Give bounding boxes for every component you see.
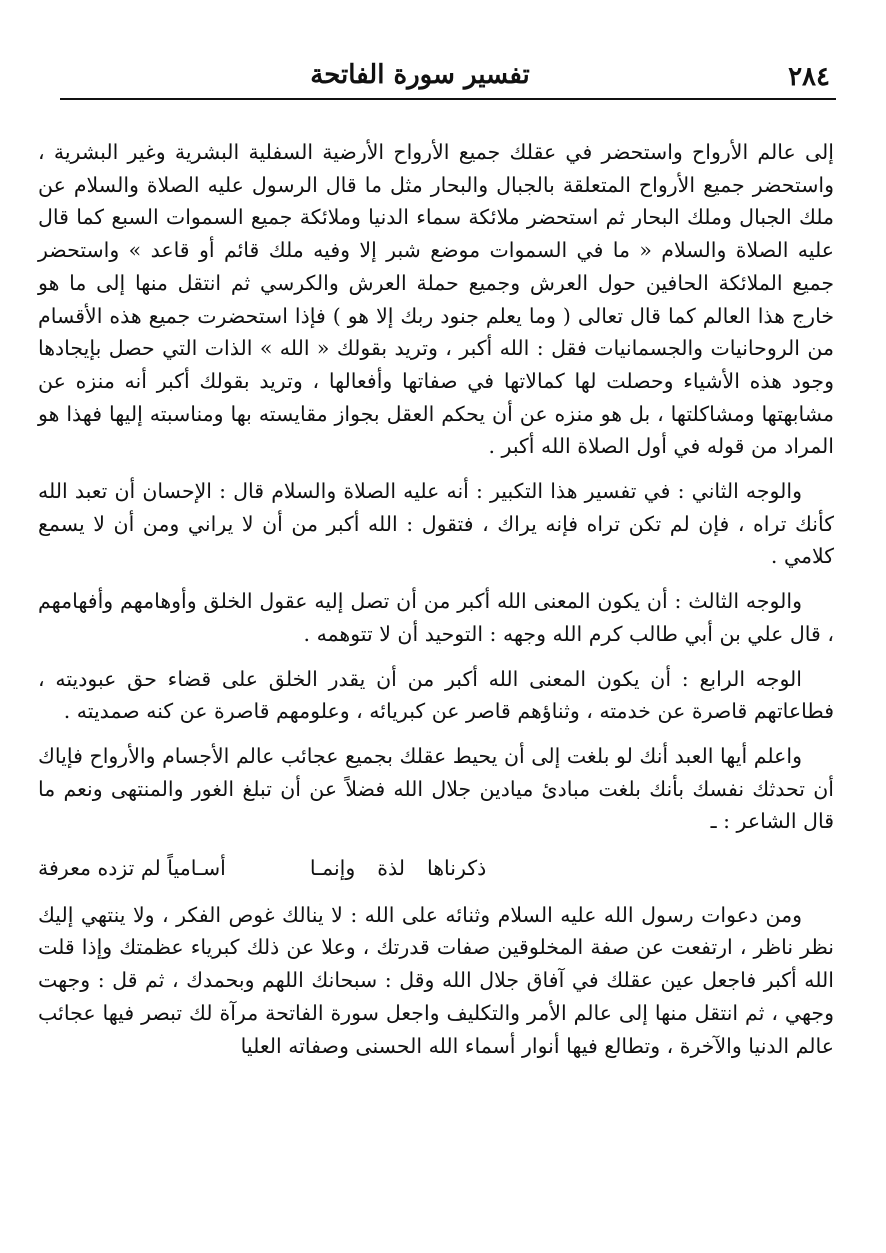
- page-header: [60, 54, 836, 100]
- paragraph-5: واعلم أيها العبد أنك لو بلغت إلى أن يحيط عقلك بجميع عجائب عالم الأجسام والأرواح فإياك أن تحدثك نفسك بأنك بلغت مبادئ ميادين جلال الله فضلاً عن أن تبلغ الغور والمنتهى ونعم ما قال الشاعر : ـ: [38, 743, 834, 834]
- verse-second-hemistich-word-2: لذة: [377, 856, 405, 881]
- poetry-verse: [38, 852, 834, 885]
- paragraph-3: والوجه الثالث : أن يكون المعنى الله أكبر من أن تصل إليه عقول الخلق وأوهامهم وأفهامهم ، قال علي بن أبي طالب كرم الله وجهه : التوحيد أن لا تتوهمه .: [38, 589, 834, 646]
- verse-first-hemistich: أسـامياً لم تزده معرفة: [38, 856, 226, 881]
- paragraph-6: ومن دعوات رسول الله عليه السلام وثنائه على الله : لا ينالك غوص الفكر ، ولا ينتهي إليك نظر ناظر ، ارتفعت عن صفة المخلوقين صفات قدرتك ، وعلا عن ذلك كبرياء عظمتك وإذا قلت الله أكبر فاجعل عين عقلك في آفاق جلال الله وقل : سبحانك اللهم وبحمدك ، ثم قل : وجهت وجهي ، ثم انتقل منها إلى عالم الأمر والتكليف واجعل سورة الفاتحة مرآة لك تبصر فيها عجائب عالم الدنيا والآخرة ، وتطالع فيها أنوار أسماء الله الحسنى وصفاته العليا: [38, 902, 834, 1058]
- verse-second-hemistich-word-1: وإنمـا: [309, 856, 356, 881]
- paragraph-1: إلى عالم الأرواح واستحضر في عقلك جميع الأرواح الأرضية السفلية البشرية وغير البشرية ، واستحضر جميع الأرواح المتعلقة بالجبال والبحار مثل ما قال الرسول عليه الصلاة والسلام عن ملك الجبال وملك البحار ثم استحضر ملائكة سماء الدنيا وملائكة جميع السموات السبع كما قال عليه الصلاة والسلام « ما في السموات موضع شبر إلا وفيه ملك قائم أو قاعد » واستحضر جميع الملائكة الحافين حول العرش وجميع حملة العرش والكرسي ثم انتقل منها إلى ما هو خارج هذا العالم كما قال تعالى ( وما يعلم جنود ربك إلا هو ) فإذا استحضرت جميع هذه الأقسام من الروحانيات والجسمانيات فقل : الله أكبر ، وتريد بقولك « الله » الذات التي حصل بإيجادها وجود هذه الأشياء وحصلت لها كمالاتها في صفاتها وأفعالها ، وتريد بقولك أكبر أنه منزه عن مشابهتها ومشاكلتها ، بل هو منزه عن أن يحكم العقل بجواز مقايسته بها ومناسبته إليها فهذا هو المراد من قوله في أول الصلاة الله أكبر .: [38, 140, 834, 459]
- page-number: ٢٨٤: [788, 62, 830, 92]
- paragraph-4: الوجه الرابع : أن يكون المعنى الله أكبر من أن يقدر الخلق على قضاء حق عبوديته ، فطاعاتهم قاصرة عن خدمته ، وثناؤهم قاصر عن كبريائه ، وعلومهم قاصرة عن كنه صمديته .: [38, 666, 834, 724]
- running-title: تفسير سورة الفاتحة: [310, 60, 530, 90]
- paragraph-2: والوجه الثاني : في تفسير هذا التكبير : أنه عليه الصلاة والسلام قال : الإحسان أن تعبد الله كأنك تراه ، فإن لم تكن تراه فإنه يراك ، فتقول : الله أكبر من أن لا يراني ومن أن لا يسمع كلامي .: [38, 479, 834, 569]
- verse-second-hemistich-word-3: ذكرناها: [427, 856, 487, 881]
- page-body: [38, 136, 834, 1062]
